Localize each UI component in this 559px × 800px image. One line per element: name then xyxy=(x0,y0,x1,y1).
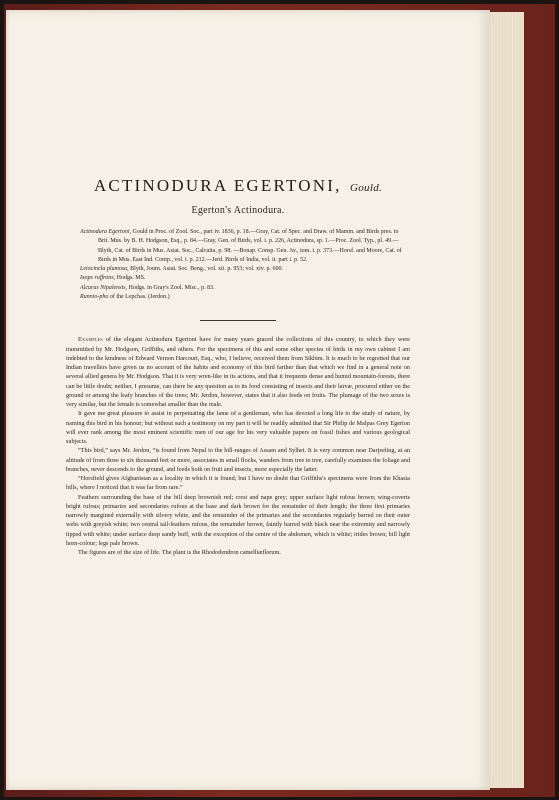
paragraph: Examples of the elegant Actinodura Egertoni have for many years graced the collections of this country, to which they were transmitted by Mr. Hodgson, Griffiths, and others. For the specimens of this and some other species of birds in my own cabinet I am indebted to the kindness of Edward Vernon Harcourt, Esq., who, I believe, received them from Sikhim. It is much to be regretted that our Indian travellers have given us no account of the habits and economy of this bird farther than that which we find in a general note on several allied genera by Mr. Hodgson. That it is very wren-like in its actions, and that it frequents dense and humid mountain-forests, there can be little doubt; neither, I presume, can there be any question as to its food consisting of insects and their larvæ, procured either on the ground or among the leafy branches of the trees; Mr. Jerdon, however, states that it also feeds on fruits. The plumage of the two sexes is very similar, but the female is somewhat smaller than the male. xyxy=(66,336,410,409)
paragraph: The figures are of the size of life. The plant is the Rhododendron camelliæflorum. xyxy=(78,549,281,557)
paragraph: Feathers surrounding the base of the bill deep brownish red; crest and nape grey; upper surface light rufous brown; wing-coverts bright rufous; primaries and secondaries rufous at the base and dark brown for the remainder of their length; the three first primaries narrowly margined externally with silvery white, and the remainder of the primaries and the secondaries regularly barred on their outer webs with greyish white; two central tail-feathers rufous, the remainder brown, faintly barred with black near the extremity and narrowly tipped with white; under surface deep sandy buff, with the exception of the centre of the abdomen, which is white; irides brown; bill light horn-colour; legs pale brown. xyxy=(66,493,410,547)
book-page xyxy=(6,10,490,790)
page-edges xyxy=(487,12,524,788)
common-name: Egerton's Actinodura. xyxy=(191,205,285,216)
species-title xyxy=(66,176,410,198)
synonym-entry: Runnio-pho of the Lepchas. (Jerdon.) xyxy=(80,294,170,301)
paragraph: “This bird,” says Mr. Jerdon, “is found from Nepal to the hill-ranges of Assam and Sylhet. It is very common near Darjeeling, at an altitude of from three to six thousand feet or more, associates in small flocks, wanders from tree to tree, carefully examines the foliage and branches, never descends to the ground, and feeds both on fruit and insects, more especially the latter. xyxy=(66,447,410,473)
text-block xyxy=(66,176,410,557)
synonymy-list xyxy=(66,228,410,302)
synonym-entry: Alcurus Nipalensis, Hodgs. in Gray's Zool. Misc., p. 83. xyxy=(80,284,215,291)
species-title-name: ACTINODURA EGERTONI, xyxy=(93,176,342,195)
description-body xyxy=(66,335,410,557)
paragraph: “Horsfield gives Afghanistan as a locality in which it is found; but I have no doubt that Griffiths's specimens were from the Khasia hills, where I noticed that it was far from rare.” xyxy=(66,475,410,492)
synonym-entry: Leiocincla plumosa, Blyth, Journ. Asiat. Soc. Beng., vol. xii. p. 953; vol. xiv. p. 600. xyxy=(80,266,283,273)
divider xyxy=(200,320,276,321)
paragraph: It gave me great pleasure to assist in perpetuating the fame of a gentleman, who has devoted a long life to the study of nature, by naming this bird in his honour; but without such a testimony on my part it will be readily admitted that Sir Philip de Malpas Grey Egerton will ever rank among the most eminent scientific men of our age for his very valuable papers on fossil fishes and various geological subjects. xyxy=(66,410,410,446)
species-title-author: Gould. xyxy=(350,182,383,194)
synonym-entry: Actinodura Egertoni, Gould in Proc. of Zool. Soc., part iv. 1836, p. 18.—Gray, Cat. of Spec. and Draw. of Mamm. and Birds pres. to Brit. Mus. by B. H. Hodgson, Esq., p. 84.—Gray, Gen. of Birds, vol. i. p. 226, Actinodura, sp. 1.—Proc. Zool. Typ., pl. 49.—Blyth, Cat. of Birds in Mus. Asiat. Soc., Calcutta, p. 98. —Bonap. Consp. Gen. Av., tom. i. p. 373.—Horsf. and Moore, Cat. of Birds in Mus. East Ind. Comp., vol. i. p. 212.—Jerd. Birds of India, vol. ii. part i. p. 52. xyxy=(80,229,402,263)
synonym-entry: Ixops ruffrons, Hodgs. MS. xyxy=(80,275,146,282)
